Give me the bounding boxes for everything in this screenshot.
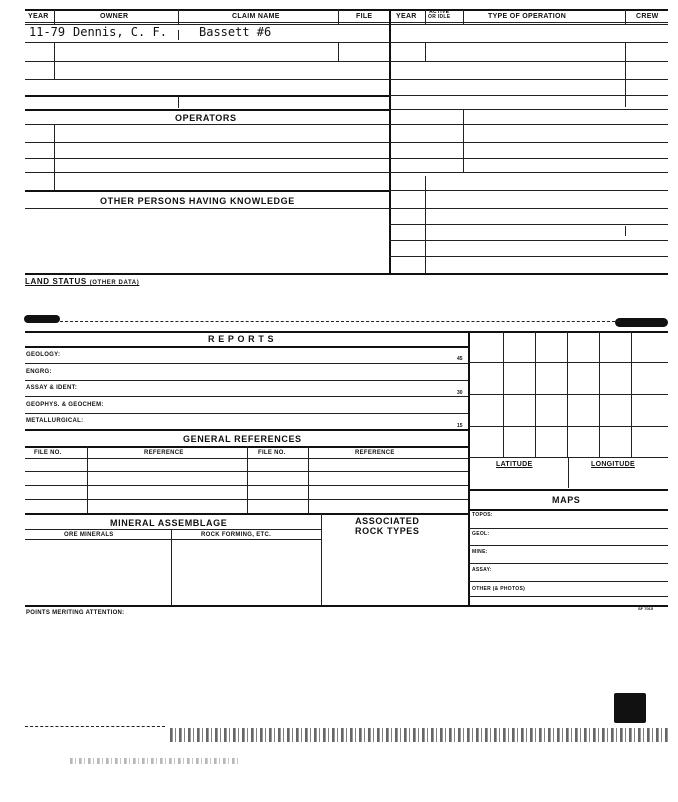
- report-num-45: 45: [457, 356, 463, 362]
- report-num-30: 30: [457, 390, 463, 396]
- maps-mine: MINE:: [472, 549, 488, 555]
- scan-black-square: [614, 693, 646, 723]
- entry-claim-name: Bassett #6: [199, 25, 272, 39]
- ore-minerals-label: ORE MINERALS: [64, 532, 114, 538]
- points-meriting-attention: POINTS MERITING ATTENTION:: [26, 610, 125, 616]
- land-status-label: LAND STATUS: [25, 277, 87, 286]
- col-header-crew: CREW: [636, 13, 659, 20]
- form-number: SF 7015: [638, 606, 654, 611]
- report-engrg: ENGRG:: [26, 369, 52, 375]
- maps-assay: ASSAY:: [472, 567, 492, 573]
- col-header-claim-name: CLAIM NAME: [232, 13, 280, 20]
- reports-heading: R E P O R T S: [208, 334, 275, 344]
- land-status-heading: [25, 277, 139, 286]
- other-persons-heading: OTHER PERSONS HAVING KNOWLEDGE: [100, 196, 295, 206]
- maps-heading: MAPS: [552, 495, 581, 505]
- report-num-15: 15: [457, 423, 463, 429]
- maps-topos: TOPOS:: [472, 512, 493, 518]
- report-metallurgical: METALLURGICAL:: [26, 418, 84, 424]
- active-label: ACTIVE: [429, 9, 450, 15]
- report-assay: ASSAY & IDENT:: [26, 385, 78, 391]
- ref-file-no-2: FILE NO.: [258, 450, 286, 456]
- ref-reference-1: REFERENCE: [144, 450, 184, 456]
- longitude-label: LONGITUDE: [591, 461, 635, 468]
- col-header-year: YEAR: [28, 13, 49, 20]
- entry-owner: Dennis, C. F.: [73, 25, 167, 39]
- col-header-active-or-idle: [428, 10, 450, 20]
- report-geology: GEOLOGY:: [26, 352, 61, 358]
- rock-types-label: ROCK TYPES: [355, 526, 420, 536]
- land-status-sub: (OTHER DATA): [89, 280, 140, 286]
- maps-geol: GEOL:: [472, 531, 490, 537]
- operators-heading: OPERATORS: [175, 113, 237, 123]
- scan-noise-faint: [70, 758, 240, 764]
- ref-file-no-1: FILE NO.: [34, 450, 62, 456]
- col-header-owner: OWNER: [100, 13, 129, 20]
- latitude-label: LATITUDE: [496, 461, 533, 468]
- associated-label: ASSOCIATED: [355, 516, 420, 526]
- entry-year: 11-79: [29, 25, 66, 39]
- rock-forming-label: ROCK FORMING, ETC.: [201, 532, 272, 538]
- ink-smudge-right: [615, 318, 668, 327]
- col-header-file: FILE: [356, 13, 373, 20]
- associated-rock-types-heading: [355, 516, 420, 536]
- scan-noise-band: [170, 728, 670, 742]
- col-header-type-of-operation: TYPE OF OPERATION: [488, 13, 567, 20]
- mineral-assemblage-heading: MINERAL ASSEMBLAGE: [110, 518, 228, 528]
- or-idle-label: OR IDLE: [428, 14, 451, 20]
- ink-smudge-left: [24, 315, 60, 323]
- general-references-heading: GENERAL REFERENCES: [183, 434, 302, 444]
- ref-reference-2: REFERENCE: [355, 450, 395, 456]
- report-geophys: GEOPHYS. & GEOCHEM:: [26, 402, 104, 408]
- col-header-year-2: YEAR: [396, 13, 417, 20]
- maps-other: OTHER (& PHOTOS): [472, 586, 526, 592]
